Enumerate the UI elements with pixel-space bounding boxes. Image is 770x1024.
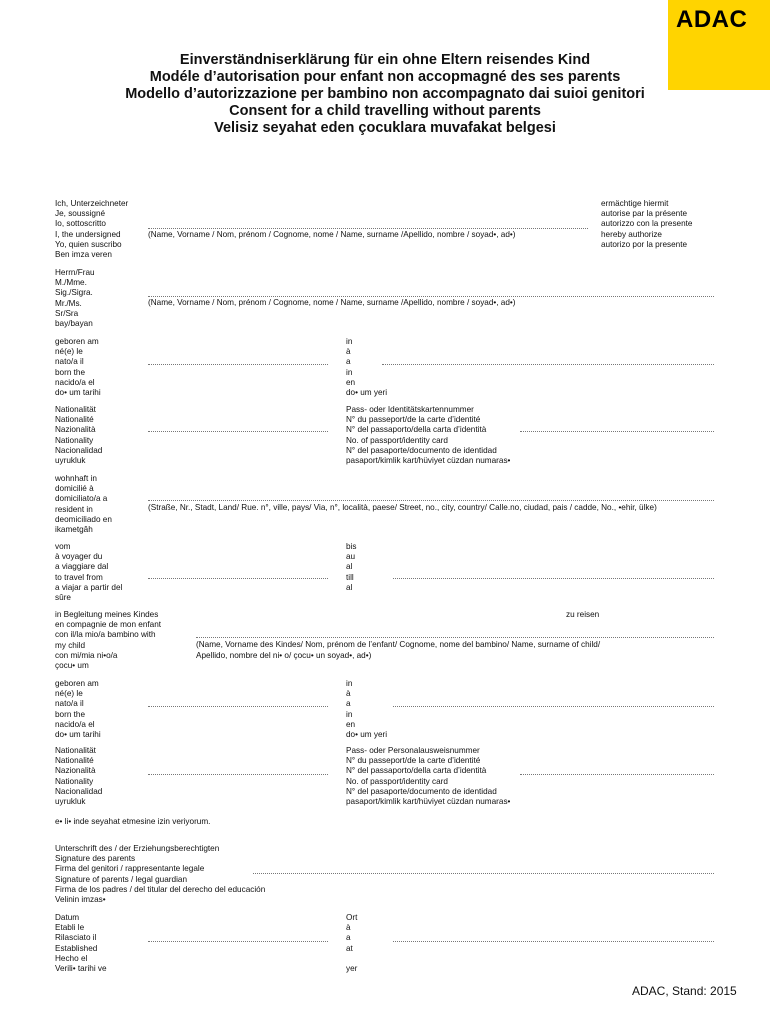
birthplace-labels: in à a in en do• um yeri (346, 337, 388, 398)
signature-field[interactable] (253, 873, 714, 874)
title-de: Einverständniserklärung für ein ohne Eltern reisendes Kind (179, 52, 591, 68)
child-nationality-field[interactable] (148, 774, 328, 775)
nationality-labels: Nationalität Nationalité Nazionalità Nationality Nacionalidad uyrukluk (55, 405, 103, 466)
permission-text: e• li• inde seyahat etmesine izin veriyorum. (55, 817, 211, 826)
child-passport-labels: Pass- oder Personalausweisnummer N° du passeport/de la carte d’identité N° del passaporto/della carta d’identità No. of passport/identity card N° del pasaporte/documento de identidad pasaport/kimlik kart/hüviyet cüzdan numaras• (346, 746, 511, 807)
child-hint-1: (Name, Vorname des Kindes/ Nom, prénom de l’enfant/ Cognome, nome del bambino/ Name, surname of child/ (196, 640, 601, 649)
signature-labels: Unterschrift des / der Erziehungsberechtigten Signature des parents Firma del genitori / rappresentante legale Signature of parents / legal guardian Firma de los padres / del titular del derecho del educación Velinin imzas• (55, 844, 266, 905)
residence-labels: wohnhaft in domicilié à domiciliato/a a resident in deomiciliado en ikametgâh (55, 474, 112, 535)
undersigned-name-field[interactable] (148, 228, 588, 229)
person-labels: Herrn/Frau M./Mme. Sig./Sigra. Mr./Ms. Sr/Sra bay/bayan (55, 268, 95, 329)
child-birthplace-labels: in à a in en do• um yeri (346, 679, 388, 740)
travel-from-field[interactable] (148, 578, 328, 579)
footer-stand: ADAC, Stand: 2015 (632, 984, 737, 998)
child-born-labels: geboren am né(e) le nato/a il born the nacido/a el do• um tarihi (55, 679, 101, 740)
title-it: Modello d’autorizzazione per bambino non accompagnato dai suioi genitori (125, 86, 645, 102)
title-fr: Modéle d’autorisation pour enfant non accopmagné des ses parents (149, 69, 621, 85)
undersigned-hint: (Name, Vorname / Nom, prénom / Cognome, nome / Name, surname /Apellido, nombre / soyad•, ad•) (148, 230, 516, 239)
date-labels: Datum Etabli le Rilasciato il Established Hecho el Verili• tarihi ve (55, 913, 107, 974)
title-tr: Velisiz seyahat eden çocuklara muvafakat belgesi (214, 120, 556, 136)
place-field[interactable] (393, 941, 714, 942)
child-birth-date-field[interactable] (148, 706, 328, 707)
title-en: Consent for a child travelling without parents (229, 103, 541, 119)
birthplace-field[interactable] (382, 364, 714, 365)
undersigned-labels: Ich, Unterzeichneter Je, soussigné Io, sottoscritto I, the undersigned Yo, quien suscribo Ben imza veren (55, 199, 129, 260)
authorize-text: ermächtige hiermit autorise par la présente autorizzo con la presente hereby authorize autorizo por la presente (601, 199, 693, 249)
child-name-field[interactable] (196, 637, 714, 638)
date-field[interactable] (148, 941, 328, 942)
travel-from-labels: vom à voyager du a viaggiare dal to travel from a viajar a partir del sûre (55, 542, 123, 603)
travel-to-labels: bis au al till al (346, 542, 357, 592)
child-nationality-labels: Nationalität Nationalité Nazionalità Nationality Nacionalidad uyrukluk (55, 746, 103, 807)
birth-date-field[interactable] (148, 364, 328, 365)
passport-field[interactable] (520, 431, 714, 432)
residence-field[interactable] (148, 500, 714, 501)
title-block (60, 52, 710, 137)
child-birthplace-field[interactable] (393, 706, 714, 707)
place-labels: Ort à a at yer (346, 913, 358, 974)
logo-text: ADAC (676, 6, 748, 33)
person-name-field[interactable] (148, 296, 714, 297)
child-hint-2: Apellido, nombre del ni• o/ çocu• un soyad•, ad•) (196, 651, 372, 660)
child-labels: in Begleitung meines Kindes en compagnie de mon enfant con il/la mio/a bambino with my child con mi/mia ni•o/a çocu• um (55, 610, 162, 671)
child-passport-field[interactable] (520, 774, 714, 775)
nationality-field[interactable] (148, 431, 328, 432)
passport-labels: Pass- oder Identitätskartennummer N° du passeport/de la carte d’identité N° del passaporto/della carta d’identità No. of passport/identity card N° del pasaporte/documento de identidad pasaport/kimlik kart/hüviyet cüzdan numaras• (346, 405, 511, 466)
zu-reisen-label: zu reisen (566, 610, 600, 619)
travel-to-field[interactable] (393, 578, 714, 579)
born-labels: geboren am né(e) le nato/a il born the nacido/a el do• um tarihi (55, 337, 101, 398)
person-hint: (Name, Vorname / Nom, prénom / Cognome, nome / Name, surname /Apellido, nombre / soyad•, ad•) (148, 298, 516, 307)
residence-hint: (Straße, Nr., Stadt, Land/ Rue. n°, ville, pays/ Via, n°, località, paese/ Street, no., city, country/ Calle.no, ciudad, pais / cadde, No., •ehir, ülke) (148, 503, 657, 512)
